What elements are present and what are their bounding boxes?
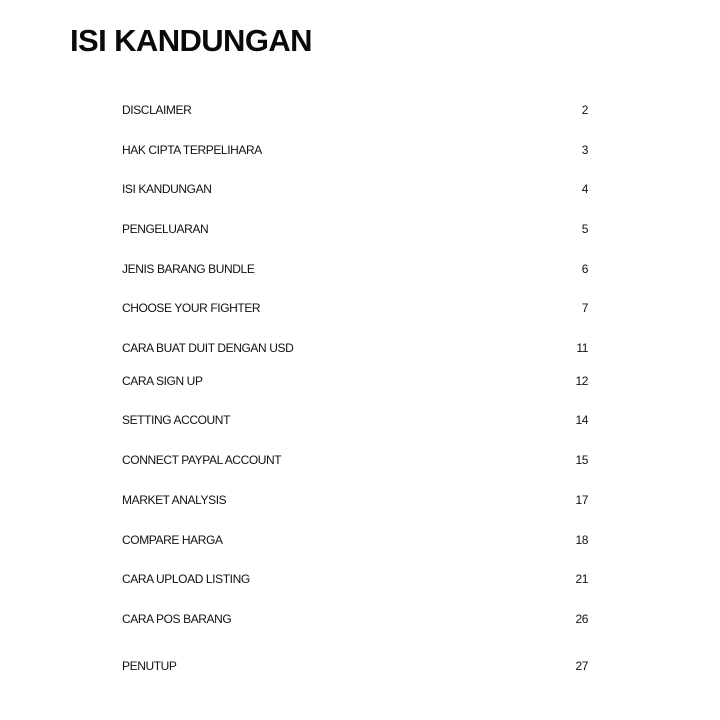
toc-item <box>122 410 590 430</box>
toc-item <box>122 219 590 239</box>
toc-item-label: ISI KANDUNGAN <box>122 182 212 196</box>
toc-item-label: CHOOSE YOUR FIGHTER <box>122 301 261 315</box>
toc-item-label: CARA POS BARANG <box>122 612 232 626</box>
toc-item-label: COMPARE HARGA <box>122 533 223 547</box>
toc-item-label: CARA SIGN UP <box>122 374 203 388</box>
toc-item-label: HAK CIPTA TERPELIHARA <box>122 143 262 157</box>
toc-item-page: 6 <box>581 262 588 276</box>
toc-item-page: 12 <box>575 374 588 388</box>
toc-item-label: JENIS BARANG BUNDLE <box>122 262 255 276</box>
toc-item <box>122 100 590 120</box>
toc-item <box>122 338 590 358</box>
toc-item-page: 18 <box>575 533 588 547</box>
toc-item <box>122 179 590 199</box>
toc-item-label: SETTING ACCOUNT <box>122 413 231 427</box>
toc-item-page: 7 <box>581 301 588 315</box>
toc-item-page: 11 <box>576 341 588 355</box>
toc-item <box>122 656 590 676</box>
toc-item-label: CARA BUAT DUIT DENGAN USD <box>122 341 294 355</box>
toc-item-label: CONNECT PAYPAL ACCOUNT <box>122 453 282 467</box>
toc-item-page: 14 <box>575 413 588 427</box>
toc-item-label: DISCLAIMER <box>122 103 192 117</box>
page-title: ISI KANDUNGAN <box>70 23 312 58</box>
toc-item-page: 15 <box>575 453 588 467</box>
toc-item <box>122 569 590 589</box>
toc-item-page: 2 <box>581 103 588 117</box>
toc-item <box>122 609 590 629</box>
toc-item <box>122 140 590 160</box>
toc-item-page: 21 <box>575 572 588 586</box>
toc-item-label: PENUTUP <box>122 659 177 673</box>
toc-item <box>122 371 590 391</box>
toc-item-page: 3 <box>581 143 588 157</box>
toc-item <box>122 530 590 550</box>
toc-item <box>122 259 590 279</box>
toc-item-page: 26 <box>575 612 588 626</box>
toc-item-label: MARKET ANALYSIS <box>122 493 227 507</box>
toc-item-label: CARA UPLOAD LISTING <box>122 572 250 586</box>
toc-item-page: 4 <box>581 182 588 196</box>
toc-item-page: 5 <box>581 222 588 236</box>
toc-item <box>122 298 590 318</box>
toc-item <box>122 450 590 470</box>
toc-item <box>122 490 590 510</box>
toc-item-page: 17 <box>575 493 588 507</box>
toc-item-label: PENGELUARAN <box>122 222 209 236</box>
toc-item-page: 27 <box>575 659 588 673</box>
